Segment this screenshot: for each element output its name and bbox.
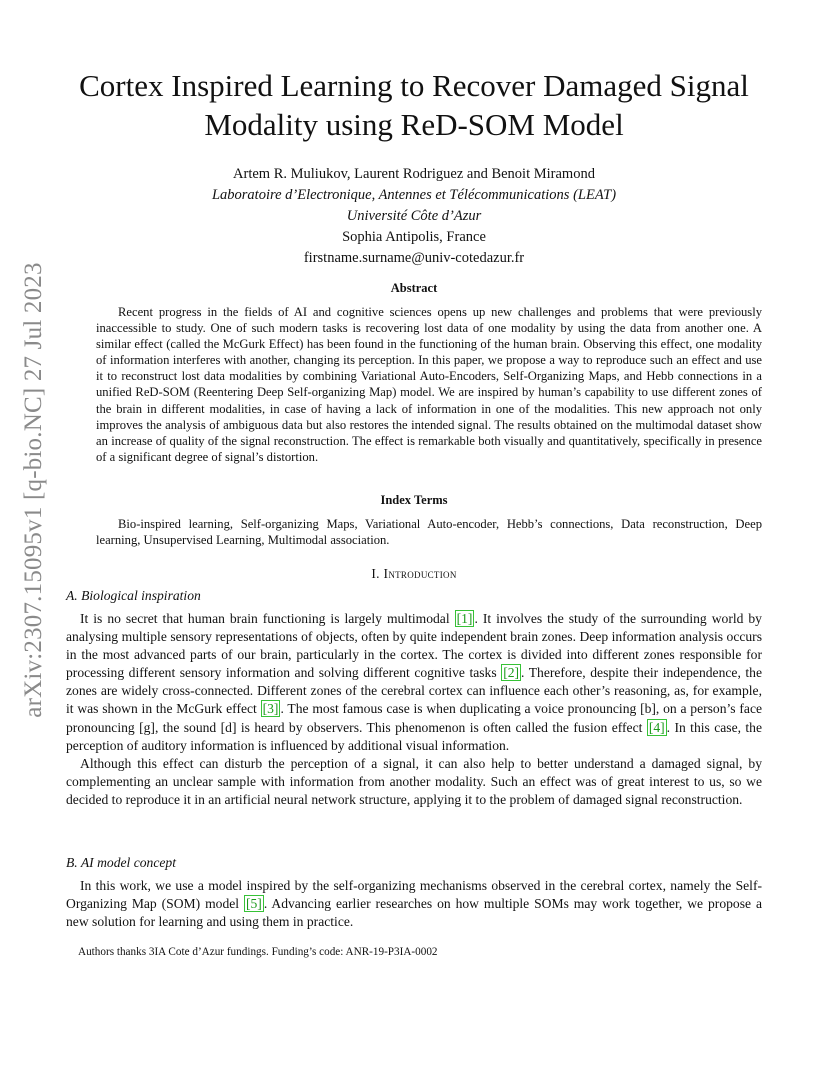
paper-title: Cortex Inspired Learning to Recover Damaged Signal Modality using ReD-SOM Model xyxy=(79,68,749,142)
footnote: Authors thanks 3IA Cote d’Azur fundings. Funding’s code: ANR-19-P3IA-0002 xyxy=(78,946,438,958)
subsection-b-body xyxy=(66,877,762,931)
text-run: . In this case, the perception of auditory information is influenced by additional visual information. xyxy=(66,719,763,753)
paragraph xyxy=(66,610,762,755)
citation-link[interactable]: [2] xyxy=(503,665,520,681)
subsection-a-body xyxy=(66,610,762,809)
citation-link[interactable]: [1] xyxy=(456,611,473,626)
abstract-text: Recent progress in the fields of AI and cognitive sciences opens up new challenges and problems that were previously inaccessible to study. One of such modern tasks is recovering lost data of one modality by using the data from another one. A similar effect (called the McGurk Effect) has been found in the functioning of the human brain. Observing this effect, one modality of information interferes with another, changing its perception. In this paper, we propose a way to reproduce such an effect and use it to reconstruct lost data modalities by combining Variational Auto-Encoders, Self-Organizing Maps, and Hebb connections in a unified ReD-SOM (Reentering Deep Self-organizing Map) model. We are inspired by human’s capability to use different zones of the brain in different modalities, in case of having a lack of information in one of the modalities. This new approach not only improves the analysis of ambiguous data but also restores the intended signal. The results obtained on the multimodal dataset show an increase of quality of the signal reconstruction. The effect is remarkable both visually and quantitatively, specifically in presence of a significant degree of signal’s distortion. xyxy=(96,305,762,464)
abstract-heading: Abstract xyxy=(390,281,438,295)
arxiv-identifier: arXiv:2307.15095v1 [q-bio.NC] 27 Jul 2023 xyxy=(20,262,47,718)
subsection-b-heading: B. AI model concept xyxy=(66,855,176,870)
subsection-a-heading: A. Biological inspiration xyxy=(66,588,201,603)
index-terms-heading: Index Terms xyxy=(380,493,448,507)
arxiv-sidebar xyxy=(14,262,54,718)
index-terms-body xyxy=(96,516,762,548)
text-run: . Therefore, despite their independence, the zones are widely cross-connected. Different zones of the cerebral cortex can influence each other’s reasoning, as, for example, it was shown in the McGurk effect xyxy=(66,665,762,717)
author-block xyxy=(70,164,758,269)
citation-link[interactable]: [5] xyxy=(245,896,262,912)
paragraph: Although this effect can disturb the perception of a signal, it can also help to better understand a damaged signal, by complementing an unclear sample with information from another modality. Such an effect was of great interest to us, so we decided to reproduce it in an artificial neural network structure, applying it to the problem of damaged signal reconstruction. xyxy=(66,755,762,807)
paragraph xyxy=(66,877,762,931)
section-number: I. xyxy=(371,566,380,581)
abstract-body xyxy=(96,304,762,465)
citation-link[interactable]: [3] xyxy=(262,701,279,717)
author-lab: Laboratoire d’Electronique, Antennes et Télécommunications (LEAT) xyxy=(211,187,617,203)
text-run: . The most famous case is when duplicating a voice pronouncing [b], on a person’s face pronouncing [g], the sound [d] is heard by observers. This phenomenon is often called the fusion effect xyxy=(66,701,763,735)
citation-link[interactable]: [4] xyxy=(648,719,665,735)
text-run: It is no secret that human brain functioning is largely multimodal xyxy=(80,611,455,626)
author-names: Artem R. Muliukov, Laurent Rodriguez and Benoit Miramond xyxy=(233,166,595,182)
text-run: In this work, we use a model inspired by the self-organizing mechanisms observed in the cerebral cortex, namely the Self-Organizing Map (SOM) model xyxy=(66,878,762,912)
author-email: firstname.surname@univ-cotedazur.fr xyxy=(303,250,525,266)
author-location: Sophia Antipolis, France xyxy=(342,229,486,245)
text-run: . It involves the study of the surrounding world by analysing multiple sensory representations of objects, often by quite independent brain zones. Deep information analysis occurs in the most advanced parts of our brain, particularly in the cortex. The cortex is divided into different zones responsible for processing different sensory information and solving different cognitive tasks xyxy=(66,611,762,681)
author-university: Université Côte d’Azur xyxy=(346,208,482,224)
text-run: . Advancing earlier researches on how multiple SOMs may work together, we propose a new solution for learning and using them in practice. xyxy=(66,896,762,930)
section-title: Introduction xyxy=(383,566,457,581)
index-terms-text: Bio-inspired learning, Self-organizing Maps, Variational Auto-encoder, Hebb’s connections, Data reconstruction, Deep learning, Unsupervised Learning, Multimodal association. xyxy=(96,517,762,548)
section-heading xyxy=(70,566,758,582)
